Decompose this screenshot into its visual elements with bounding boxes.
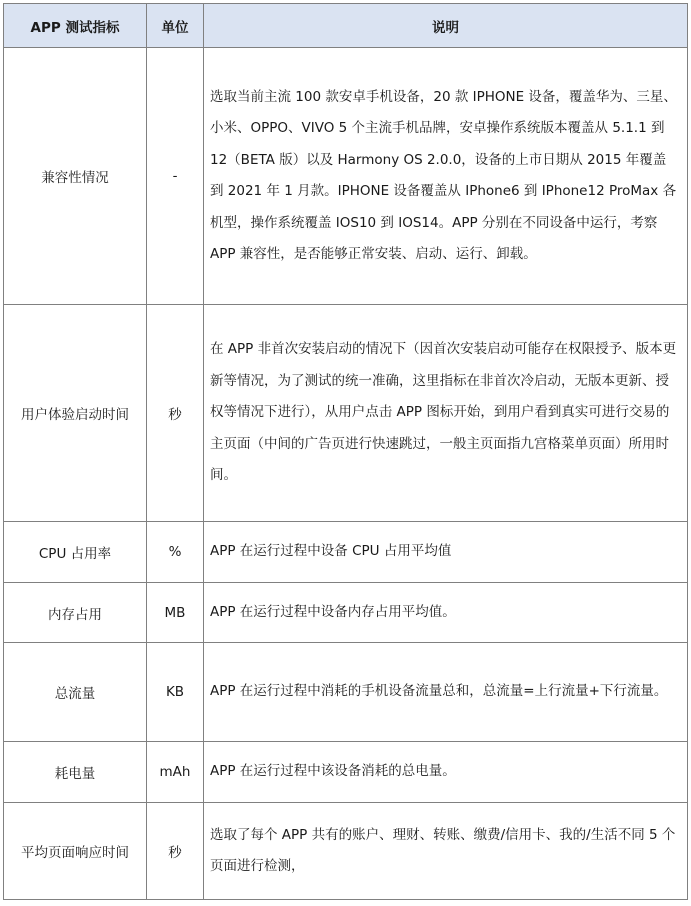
table-row bbox=[4, 48, 688, 305]
metric-cell: CPU 占用率 bbox=[4, 522, 147, 583]
description-cell: APP 在运行过程中设备内存占用平均值。 bbox=[204, 583, 688, 643]
app-test-metrics-table bbox=[3, 3, 688, 900]
description-cell: APP 在运行过程中消耗的手机设备流量总和，总流量=上行流量+下行流量。 bbox=[204, 643, 688, 742]
unit-cell: MB bbox=[147, 583, 204, 643]
table-row bbox=[4, 522, 688, 583]
unit-cell: 秒 bbox=[147, 803, 204, 900]
description-cell: 选取当前主流 100 款安卓手机设备，20 款 IPHONE 设备，覆盖华为、三星、小米、OPPO、VIVO 5 个主流手机品牌，安卓操作系统版本覆盖从 5.1.1 到 12（BETA 版）以及 Harmony OS 2.0.0，设备的上市日期从 2015 年覆盖到 2021 年 1 月款。IPHONE 设备覆盖从 IPhone6 到 IPhone12 ProMax 各机型，操作系统覆盖 IOS10 到 IOS14。APP 分别在不同设备中运行，考察 APP 兼容性，是否能够正常安装、启动、运行、卸载。 bbox=[204, 48, 688, 305]
table-header bbox=[4, 4, 688, 48]
description-cell: APP 在运行过程中设备 CPU 占用平均值 bbox=[204, 522, 688, 583]
unit-cell: mAh bbox=[147, 742, 204, 803]
unit-cell: - bbox=[147, 48, 204, 305]
table-body bbox=[4, 48, 688, 900]
unit-cell: % bbox=[147, 522, 204, 583]
metric-cell: 平均页面响应时间 bbox=[4, 803, 147, 900]
table-row bbox=[4, 803, 688, 900]
table-row bbox=[4, 643, 688, 742]
metric-cell: 内存占用 bbox=[4, 583, 147, 643]
header-metric: APP 测试指标 bbox=[4, 4, 147, 48]
metric-cell: 兼容性情况 bbox=[4, 48, 147, 305]
header-description: 说明 bbox=[204, 4, 688, 48]
unit-cell: 秒 bbox=[147, 305, 204, 522]
metric-cell: 总流量 bbox=[4, 643, 147, 742]
metric-cell: 用户体验启动时间 bbox=[4, 305, 147, 522]
description-cell: APP 在运行过程中该设备消耗的总电量。 bbox=[204, 742, 688, 803]
header-unit: 单位 bbox=[147, 4, 204, 48]
header-row bbox=[4, 4, 688, 48]
description-cell: 在 APP 非首次安装启动的情况下（因首次安装启动可能存在权限授予、版本更新等情况，为了测试的统一准确，这里指标在非首次冷启动，无版本更新、授权等情况下进行），从用户点击 APP 图标开始，到用户看到真实可进行交易的主页面（中间的广告页进行快速跳过，一般主页面指九宫格菜单页面）所用时间。 bbox=[204, 305, 688, 522]
unit-cell: KB bbox=[147, 643, 204, 742]
table-row bbox=[4, 305, 688, 522]
metric-cell: 耗电量 bbox=[4, 742, 147, 803]
table-row bbox=[4, 742, 688, 803]
description-cell: 选取了每个 APP 共有的账户、理财、转账、缴费/信用卡、我的/生活不同 5 个页面进行检测， bbox=[204, 803, 688, 900]
table-row bbox=[4, 583, 688, 643]
